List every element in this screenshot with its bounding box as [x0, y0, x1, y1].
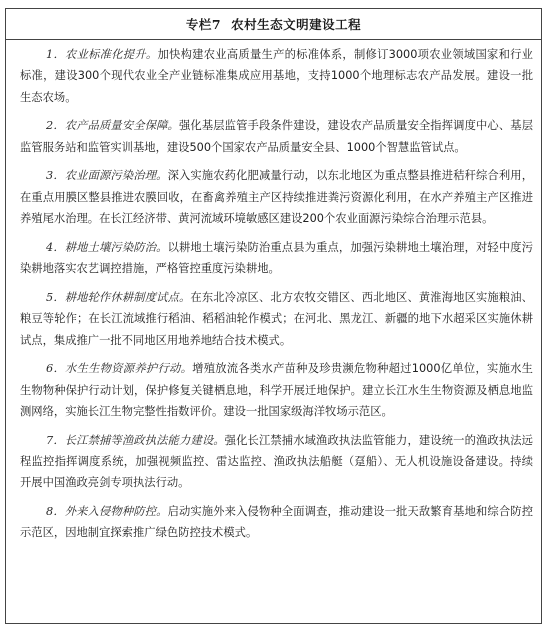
item-lead: 1．农业标准化提升。	[46, 48, 158, 61]
item-lead: 3．农业面源污染治理。	[46, 169, 168, 183]
item-text: 加快构建农业高质量生产的标准体系，制修订3000项农业领域国家和行业标准，建设300个现代农业全产业链标准集成应用基地，支持1000个地理标志农产品发展。建设一批生态农场。	[20, 48, 533, 104]
item-text: 增殖放流各类水产苗种及珍贵濒危物种超过1000亿单位，实施水生生物物种保护行动计划，保护修复关键栖息地，科学开展迁地保护。建立长江水生生物资源及栖息地监测网络，实施长江生物完整性指数评价。建设一批国家级海洋牧场示范区。	[20, 362, 533, 418]
list-item	[20, 237, 533, 280]
column-header	[6, 9, 541, 40]
column-title: 农村生态文明建设工程	[231, 17, 362, 32]
item-text: 强化长江禁捕水域渔政执法监管能力，建设统一的渔政执法远程监控指挥调度系统，加强视频监控、雷达监控、渔政执法船艇（趸船）、无人机设施设备建设。持续开展中国渔政亮剑专项执法行动。	[20, 433, 533, 490]
list-item	[20, 115, 533, 158]
item-lead: 5．耕地轮作休耕制度试点。	[46, 290, 191, 304]
item-lead: 2．农产品质量安全保障。	[46, 119, 179, 133]
item-text: 在东北冷凉区、北方农牧交错区、西北地区、黄淮海地区实施粮油、粮豆等轮作；在长江流域推行稻油、稻稻油轮作模式；在河北、黑龙江、新疆的地下水超采区实施休耕试点，集成推广一批不同地区用地养地结合技术模式。	[20, 290, 533, 347]
column-number: 专栏7	[185, 17, 222, 32]
list-item	[20, 165, 533, 229]
list-item	[20, 358, 533, 422]
item-lead: 7．长江禁捕等渔政执法能力建设。	[46, 433, 225, 447]
list-item	[20, 287, 533, 351]
item-lead: 4．耕地土壤污染防治。	[46, 240, 168, 254]
item-lead: 8．外来入侵物种防控。	[46, 505, 168, 519]
item-text: 强化基层监管手段条件建设，建设农产品质量安全指挥调度中心、基层监管服务站和监管实训基地，建设500个国家农产品质量安全县、1000个智慧监管试点。	[20, 119, 533, 154]
column-body	[6, 40, 541, 544]
item-text: 启动实施外来入侵物种全面调查，推动建设一批天敌繁育基地和综合防控示范区，因地制宜探索推广绿色防控技术模式。	[20, 505, 533, 540]
list-item	[20, 430, 533, 494]
item-text: 深入实施农药化肥减量行动，以东北地区为重点整县推进秸秆综合利用，在重点用膜区整县推进农膜回收，在畜禽养殖主产区持续推进粪污资源化利用，在水产养殖主产区推进养殖尾水治理。在长江经济带、黄河流域环境敏感区建设200个农业面源污染综合治理示范县。	[20, 169, 533, 226]
list-item	[20, 501, 533, 544]
item-lead: 6．水生生物资源养护行动。	[46, 362, 193, 376]
column-box	[5, 8, 542, 624]
item-text: 以耕地土壤污染防治重点县为重点，加强污染耕地土壤治理，对轻中度污染耕地落实农艺调控措施，严格管控重度污染耕地。	[20, 240, 533, 276]
list-item	[20, 44, 533, 108]
